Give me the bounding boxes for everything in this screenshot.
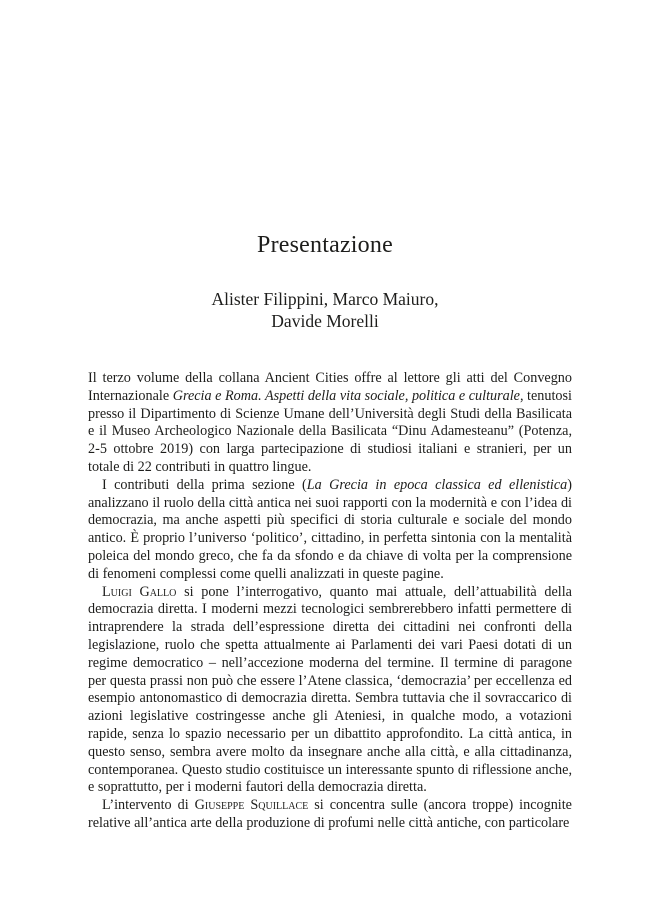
authors-line-1: Alister Filippini, Marco Maiuro, bbox=[211, 289, 439, 309]
paragraph-1-italic: Grecia e Roma. Aspetti della vita sociale, politica e culturale bbox=[172, 387, 520, 404]
paragraph-2-text-a: I contributi della prima sezione ( bbox=[102, 476, 307, 493]
paragraph-4-text-a: L’intervento di bbox=[102, 797, 195, 814]
body-text bbox=[88, 370, 572, 833]
paragraph-1-text-b: , tenutosi presso il Dipartimento di Scienze Umane dell’Università degli Studi della Basilicata e il Museo Archeologico Nazionale della Basilicata “Dinu Adamesteanu” (Potenza, 2-5 ottobre 2019) con larga partecipazione di studiosi italiani e stranieri, per un totale di 22 contributi in quattro lingue. bbox=[88, 387, 572, 475]
paragraph-4-author-name: Giuseppe Squillace bbox=[194, 797, 309, 814]
paragraph-2 bbox=[88, 477, 572, 584]
paragraph-1 bbox=[88, 370, 572, 477]
paragraph-4-text-b: si concentra sulle (ancora troppe) incognite relative all’antica arte della produzione di profumi nelle città antiche, con particolare bbox=[88, 797, 572, 831]
paragraph-4 bbox=[88, 797, 572, 833]
paragraph-3-text: si pone l’interrogativo, quanto mai attuale, dell’attuabilità della democrazia diretta. I moderni mezzi tecnologici sembrerebbero infatti permettere di intraprendere la strada dell’espressione diretta dei cittadini nei confronti della legislazione, ruolo che spetta attualmente ai Parlamenti dei vari Paesi dotati di un regime democratico – nell’accezione moderna del termine. Il termine di paragone per questa prassi non può che essere l’Atene classica, ‘democrazia’ per eccellenza ed esempio antonomastico di democrazia diretta. Sembra tuttavia che il sovraccarico di azioni legislative costringesse anche gli Ateniesi, in qualche modo, a votazioni rapide, senza lo spazio necessario per un dibattito approfondito. La città antica, in questo senso, sembra avere molto da insegnare anche alla città, e alla cittadinanza, contemporanea. Questo studio costituisce un interessante spunto di riflessione anche, e soprattutto, per i moderni fautori della democrazia diretta. bbox=[88, 583, 572, 796]
page-title: Presentazione bbox=[257, 232, 393, 258]
authors-block bbox=[0, 288, 650, 332]
authors-line-2: Davide Morelli bbox=[271, 311, 379, 331]
paragraph-3-author-name: Luigi Gallo bbox=[102, 583, 177, 600]
paragraph-1-text-a: Il terzo volume della collana Ancient Cities offre al lettore gli atti del Convegno Internazionale bbox=[88, 370, 572, 404]
paragraph-2-text-b: ) analizzano il ruolo della città antica nei suoi rapporti con la modernità e con l’idea di democrazia, ma anche aspetti più specifici di storia culturale e sociale del mondo antico. È proprio l’universo ‘politico’, cittadino, in perfetta sintonia con la mentalità poleica del mondo greco, che fa da sfondo e da chiave di volta per la comprensione di fenomeni complessi come quelli analizzati in queste pagine. bbox=[88, 476, 572, 582]
paragraph-3 bbox=[88, 584, 572, 798]
paragraph-2-italic: La Grecia in epoca classica ed ellenistica bbox=[306, 476, 568, 493]
